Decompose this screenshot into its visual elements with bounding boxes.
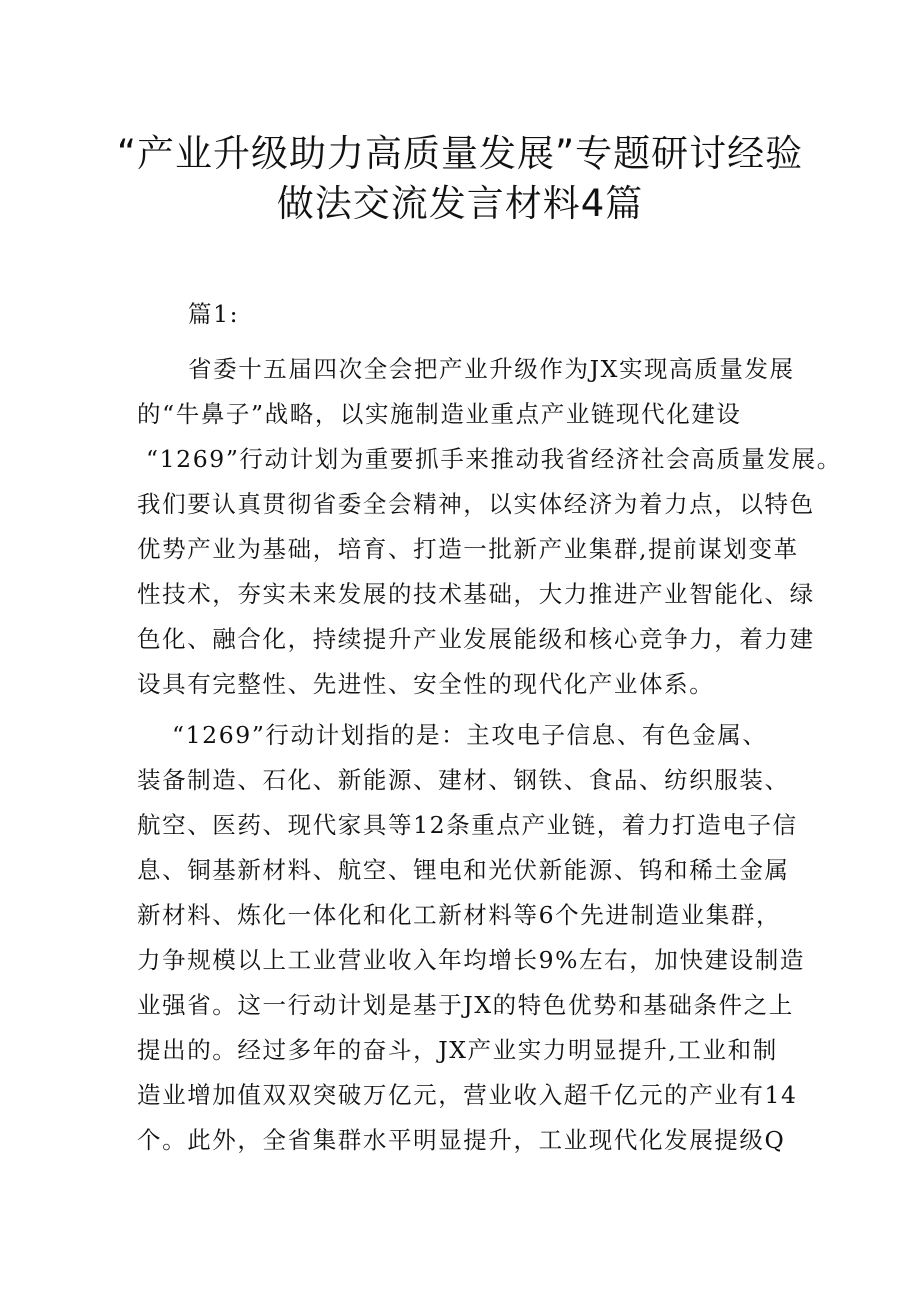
paragraph-2-line: 个。此外，全省集群水平明显提升，工业现代化发展提级Q	[137, 1126, 786, 1154]
paragraph-1-line: 优势产业为基础，培育、打造一批新产业集群,提前谋划变革	[137, 535, 799, 563]
paragraph-2-line: 息、铜基新材料、航空、锂电和光伏新能源、钨和稀土金属	[137, 856, 790, 884]
paragraph-2-line: 业强省。这一行动计划是基于JX的特色优势和基础条件之上	[137, 991, 794, 1019]
paragraph-1-line: 省委十五届四次全会把产业升级作为JX实现高质量发展	[188, 355, 795, 383]
paragraph-2-line: 新材料、炼化一体化和化工新材料等6个先进制造业集群，	[137, 901, 782, 929]
paragraph-2-line: 航空、医药、现代家具等12条重点产业链，着力打造电子信	[137, 811, 798, 839]
paragraph-1-line: 性技术，夯实未来发展的技术基础，大力推进产业智能化、绿	[137, 580, 815, 608]
paragraph-1-line: 的“牛鼻子”战略，以实施制造业重点产业链现代化建设	[137, 400, 742, 428]
paragraph-1-line: 色化、融合化，持续提升产业发展能级和核心竞争力，着力建	[137, 625, 815, 653]
document-title-line-1: “产业升级助力高质量发展”专题研讨经验	[116, 132, 804, 175]
paragraph-2-line: 力争规模以上工业营业收入年均增长9%左右，加快建设制造	[137, 946, 805, 974]
paragraph-1-line: 我们要认真贯彻省委全会精神，以实体经济为着力点，以特色	[137, 490, 815, 518]
paragraph-2-line: 造业增加值双双突破万亿元，营业收入超千亿元的产业有14	[137, 1081, 798, 1109]
paragraph-1-line: “1269”行动计划为重要抓手来推动我省经济社会高质量发展。	[146, 445, 842, 473]
document-title-line-2: 做法交流发言材料4篇	[276, 182, 644, 225]
paragraph-2-line: 装备制造、石化、新能源、建材、钢铁、食品、纺织服装、	[137, 766, 790, 794]
paragraph-2-line: 提出的。经过多年的奋斗，JX产业实力明显提升,工业和制	[137, 1036, 778, 1064]
paragraph-2-line: “1269”行动计划指的是：主攻电子信息、有色金属、	[172, 721, 768, 749]
paragraph-1-line: 设具有完整性、先进性、安全性的现代化产业体系。	[137, 670, 715, 698]
section-label: 篇1:	[188, 300, 240, 328]
